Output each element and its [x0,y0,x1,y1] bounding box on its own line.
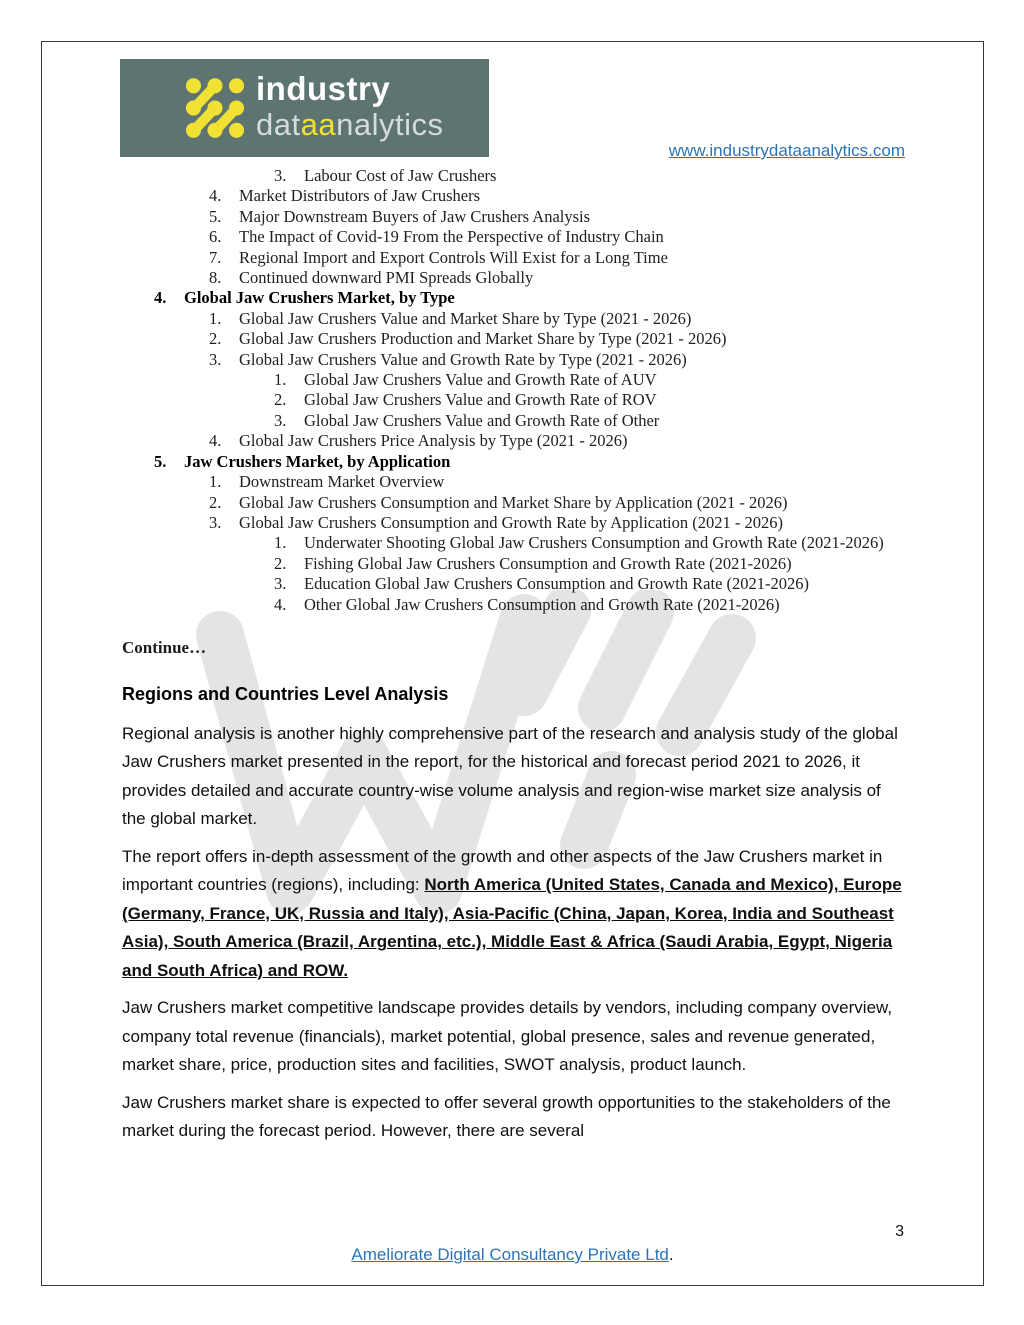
toc-item-number: 4. [209,186,222,206]
toc-item-number: 2. [274,553,287,573]
toc-item-number: 8. [209,268,222,288]
toc-item-number: 4. [154,288,167,308]
toc-item-number: 1. [209,308,222,328]
toc-item [122,472,905,492]
logo-text [256,72,443,140]
page-footer [42,1245,983,1265]
toc-item-number: 2. [209,492,222,512]
toc-item-number: 5. [209,206,222,226]
toc-item [122,533,905,553]
toc-item-number: 1. [209,472,222,492]
paragraph-regional-analysis: Regional analysis is another highly comprehensive part of the research and analysis study of the global Jaw Crushers market presented in the report, for the historical and forecast period 2021 to 2026, it provides detailed and accurate country-wise volume analysis and region-wise market size analysis of the global market. [122,723,898,829]
toc-item-text: Global Jaw Crushers Consumption and Growth Rate by Application (2021 - 2026) [239,512,783,532]
toc-item-section [122,452,905,472]
footer-company-link[interactable]: Ameliorate Digital Consultancy Private Ltd [351,1245,669,1264]
toc-item [122,186,905,206]
toc-item [122,370,905,390]
toc-item-section [122,288,905,308]
toc-item-number: 3. [274,574,287,594]
toc-item-text: Regional Import and Export Controls Will Exist for a Long Time [239,247,668,267]
toc-item-text: Jaw Crushers Market, by Application [184,451,451,471]
toc-item-text: Global Jaw Crushers Value and Market Share by Type (2021 - 2026) [239,308,692,328]
logo-word-dataanalytics: dataanalytics [256,107,444,142]
toc-item [122,166,905,186]
paragraph-regions-list [122,843,905,986]
toc-item-text: Continued downward PMI Spreads Globally [239,268,534,288]
toc-item-number: 2. [274,390,287,410]
toc-item [122,513,905,533]
website-link[interactable]: www.industrydataanalytics.com [668,141,905,160]
toc-item [122,248,905,268]
toc-item-number: 2. [209,329,222,349]
toc-item [122,554,905,574]
toc-item-text: Global Jaw Crushers Production and Market Share by Type (2021 - 2026) [239,329,727,349]
toc-item [122,493,905,513]
toc-item-number: 1. [274,533,287,553]
toc-item [122,574,905,594]
section-heading: Regions and Countries Level Analysis [122,683,449,704]
continue-label: Continue… [122,637,207,657]
toc-item-number: 3. [209,349,222,369]
logo-dots-icon [182,75,248,141]
toc-item [122,350,905,370]
toc-item [122,595,905,615]
toc-item [122,207,905,227]
toc-item-number: 1. [274,370,287,390]
toc-item-number: 5. [154,451,167,471]
toc-item-number: 7. [209,247,222,267]
toc-item-text: Labour Cost of Jaw Crushers [304,166,497,185]
toc-item-text: Global Jaw Crushers Consumption and Market Share by Application (2021 - 2026) [239,492,788,512]
footer-period: . [668,1245,674,1264]
toc-item [122,411,905,431]
toc-item-text: Global Jaw Crushers Market, by Type [184,288,455,308]
toc-item-text: Downstream Market Overview [239,472,445,492]
toc-item [122,268,905,288]
toc-item-text: Other Global Jaw Crushers Consumption and Growth Rate (2021-2026) [304,594,780,614]
toc-item-text: Global Jaw Crushers Value and Growth Rate of Other [304,410,660,430]
toc-item-number: 4. [209,431,222,451]
toc-item-number: 3. [209,512,222,532]
paragraph-regions-intro: The report offers in-depth assessment of the growth and other aspects of the Jaw Crushers market in important countries (regions), including: [122,846,883,895]
toc-item [122,227,905,247]
paragraph-market-share: Jaw Crushers market share is expected to offer several growth opportunities to the stakeholders of the market during the forecast period. However, there are several [122,1092,891,1141]
toc-item-text: Underwater Shooting Global Jaw Crushers Consumption and Growth Rate (2021-2026) [304,533,884,553]
toc-item-number: 6. [209,227,222,247]
logo-word-industry: industry [256,70,391,107]
page-content [122,166,905,1146]
toc-item [122,390,905,410]
toc-item-text: Global Jaw Crushers Value and Growth Rate of ROV [304,390,657,410]
table-of-contents [122,166,905,615]
page-number: 3 [895,1223,904,1240]
toc-item-number: 4. [274,594,287,614]
toc-item [122,309,905,329]
toc-item-text: The Impact of Covid-19 From the Perspective of Industry Chain [239,227,664,247]
toc-item-text: Education Global Jaw Crushers Consumption and Growth Rate (2021-2026) [304,574,810,594]
toc-item-text: Fishing Global Jaw Crushers Consumption and Growth Rate (2021-2026) [304,553,792,573]
document-page [41,41,984,1286]
toc-item-text: Major Downstream Buyers of Jaw Crushers Analysis [239,206,591,226]
company-logo [120,59,489,157]
toc-item-text: Global Jaw Crushers Value and Growth Rate of AUV [304,370,657,390]
toc-item-text: Global Jaw Crushers Value and Growth Rate by Type (2021 - 2026) [239,349,687,369]
toc-item [122,431,905,451]
toc-item-text: Market Distributors of Jaw Crushers [239,186,481,206]
toc-item [122,329,905,349]
toc-item-number: 3. [274,166,287,185]
toc-item-number: 3. [274,410,287,430]
paragraph-regions-countries: North America (United States, Canada and Mexico), Europe (Germany, France, UK, Russia and Italy), Asia-Pacific (China, Japan, Korea, India and Southeast Asia), South America (Brazil, Argentina, etc.), Middle East & Africa (Saudi Arabia, Egypt, Nigeria and South Africa) and ROW. [122,875,902,980]
toc-item-text: Global Jaw Crushers Price Analysis by Type (2021 - 2026) [239,431,628,451]
paragraph-competitive-landscape: Jaw Crushers market competitive landscape provides details by vendors, including company overview, company total revenue (financials), market potential, global presence, sales and revenue generated, market share, price, production sites and facilities, SWOT analysis, product launch. [122,998,893,1075]
